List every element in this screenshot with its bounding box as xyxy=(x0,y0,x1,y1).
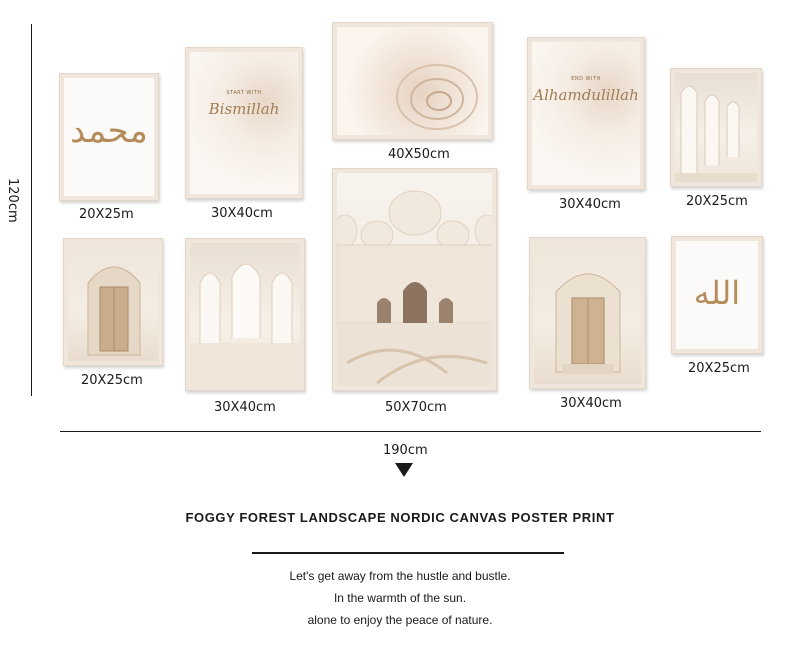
poster-bismillah xyxy=(185,47,303,199)
product-title: FOGGY FOREST LANDSCAPE NORDIC CANVAS POSTER PRINT xyxy=(185,510,615,525)
poster-size-label: 20X25cm xyxy=(81,373,143,388)
poster-text-script: Alhamdulillah xyxy=(533,86,639,104)
poster-text-top: END WITH xyxy=(571,76,601,82)
calligraphy-allah-icon: الله xyxy=(693,274,741,312)
poster-muhammad-calligraphy xyxy=(59,73,159,201)
mosque-icon xyxy=(337,173,492,386)
poster-size-label: 30X40cm xyxy=(214,400,276,415)
down-arrow-icon xyxy=(395,463,413,477)
poster-size-label: 30X40cm xyxy=(560,396,622,411)
tagline-line: alone to enjoy the peace of nature. xyxy=(307,613,493,627)
height-measure-label: 120cm xyxy=(5,178,20,223)
poster-carved-door xyxy=(63,238,163,366)
poster-size-label: 20X25m xyxy=(79,207,134,222)
width-measure-line xyxy=(60,431,761,432)
poster-mosque-door xyxy=(529,237,646,389)
width-measure-label: 190cm xyxy=(383,443,428,458)
mosque-door-icon xyxy=(534,242,641,384)
poster-arches-hall xyxy=(185,238,305,391)
rose-icon xyxy=(337,27,488,135)
poster-arches-corridor xyxy=(670,68,762,187)
hall-arches-icon xyxy=(190,243,300,386)
tagline-line: In the warmth of the sun. xyxy=(333,591,467,605)
poster-allah-calligraphy xyxy=(671,236,763,354)
divider xyxy=(252,552,564,554)
poster-grand-mosque xyxy=(332,168,497,391)
poster-alhamdulillah xyxy=(527,37,645,190)
arches-icon xyxy=(675,73,757,182)
poster-size-label: 40X50cm xyxy=(388,147,450,162)
door-icon xyxy=(68,243,158,361)
poster-text-top: START WITH xyxy=(226,90,262,96)
poster-size-label: 50X70cm xyxy=(385,400,447,415)
calligraphy-muhammad-icon: محمد xyxy=(70,111,148,151)
poster-size-label: 30X40cm xyxy=(559,197,621,212)
poster-size-label: 20X25cm xyxy=(686,194,748,209)
poster-size-label: 30X40cm xyxy=(211,206,273,221)
poster-size-label: 20X25cm xyxy=(688,361,750,376)
height-measure-line xyxy=(31,24,32,396)
poster-text-script: Bismillah xyxy=(208,100,280,118)
tagline-line: Let's get away from the hustle and bustle. xyxy=(289,569,511,583)
poster-rose xyxy=(332,22,493,140)
